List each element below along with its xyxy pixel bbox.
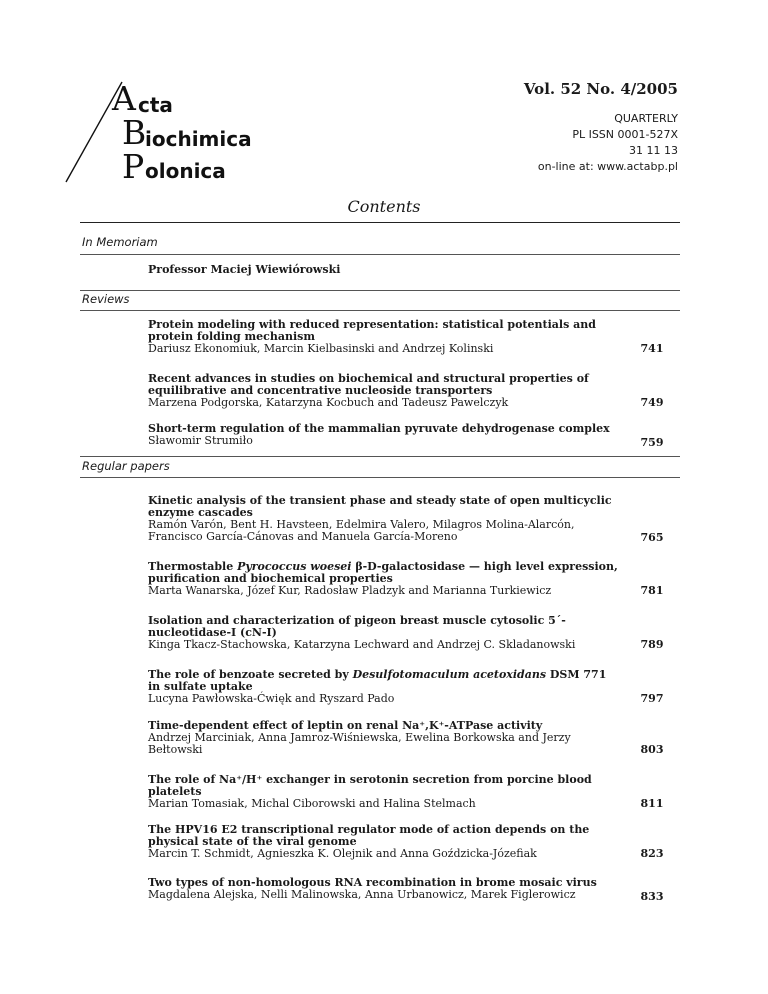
entry-title: Recent advances in studies on biochemical and structural properties of equilibrative and concentrative nucleoside transporters <box>148 372 589 397</box>
toc-entry[interactable] <box>148 561 618 597</box>
section-label-reviews: Reviews <box>82 292 130 306</box>
toc-entry[interactable] <box>148 373 618 409</box>
entry-authors: Kinga Tkacz-Stachowska, Katarzyna Lechward and Andrzej C. Skladanowski <box>148 638 576 651</box>
entry-authors: Lucyna Pawłowska-Ćwięk and Ryszard Pado <box>148 692 395 705</box>
entry-authors: Ramón Varón, Bent H. Havsteen, Edelmira Valero, Milagros Molina-Alarcón, Francisco García-Cánovas and Manuela García-Moreno <box>148 518 575 543</box>
entry-title: Time-dependent effect of leptin on renal Na⁺,K⁺-ATPase activity <box>148 719 543 732</box>
entry-page-number: 781 <box>640 584 664 597</box>
entry-title: Short-term regulation of the mammalian pyruvate dehydrogenase complex <box>148 422 610 435</box>
online-url: on-line at: www.actabp.pl <box>537 160 678 173</box>
logo-letter-a: A <box>112 79 136 118</box>
entry-title: Professor Maciej Wiewiórowski <box>148 263 341 276</box>
logo-word-olonica: olonica <box>145 159 226 183</box>
entry-title: Protein modeling with reduced representation: statistical potentials and protein folding mechanism <box>148 318 596 343</box>
toc-entry[interactable] <box>148 615 618 651</box>
entry-authors: Magdalena Alejska, Nelli Malinowska, Anna Urbanowicz, Marek Figlerowicz <box>148 888 576 901</box>
entry-page-number: 833 <box>640 890 664 903</box>
toc-entry[interactable] <box>148 824 618 860</box>
toc-entry[interactable] <box>148 877 618 901</box>
entry-authors: Andrzej Marciniak, Anna Jamroz-Wiśniewska, Ewelina Borkowska and Jerzy Bełtowski <box>148 731 571 756</box>
rule-reviews <box>80 310 680 311</box>
rule-reviews-top <box>80 290 680 291</box>
entry-title: The role of benzoate secreted by Desulfotomaculum acetoxidans DSM 771 in sulfate uptake <box>148 668 607 693</box>
logo-word-cta: cta <box>138 93 173 117</box>
toc-entry[interactable] <box>148 669 618 705</box>
entry-page-number: 789 <box>640 638 664 651</box>
section-label-regular: Regular papers <box>82 459 170 473</box>
entry-page-number: 741 <box>640 342 664 355</box>
entry-authors: Marta Wanarska, Józef Kur, Radosław Pladzyk and Marianna Turkiewicz <box>148 584 552 597</box>
species-name: Desulfotomaculum acetoxidans <box>352 668 547 681</box>
toc-entry[interactable] <box>148 774 618 810</box>
species-name: Pyrococcus woesei <box>237 560 352 573</box>
entry-authors: Marian Tomasiak, Michal Ciborowski and Halina Stelmach <box>148 797 476 810</box>
entry-page-number: 759 <box>640 436 664 449</box>
toc-entry[interactable] <box>148 319 618 355</box>
entry-page-number: 823 <box>640 847 664 860</box>
entry-title: Isolation and characterization of pigeon breast muscle cytosolic 5´-nucleotidase-I (cN-I) <box>148 614 566 639</box>
entry-title: Kinetic analysis of the transient phase and steady state of open multicyclic enzyme cascades <box>148 494 612 519</box>
entry-authors: Marzena Podgorska, Katarzyna Kocbuch and Tadeusz Pawelczyk <box>148 396 509 409</box>
entry-page-number: 765 <box>640 531 664 544</box>
entry-page-number: 811 <box>640 797 664 810</box>
frequency: QUARTERLY <box>614 112 678 125</box>
entry-page-number: 803 <box>640 743 664 756</box>
journal-logo <box>62 80 282 185</box>
entry-page-number: 749 <box>640 396 664 409</box>
logo-letter-b: B <box>122 113 147 152</box>
logo-letter-p: P <box>122 147 145 186</box>
entry-title: Two types of non-homologous RNA recombination in brome mosaic virus <box>148 876 597 889</box>
rule-regular <box>80 477 680 478</box>
section-label-memoriam: In Memoriam <box>82 235 158 249</box>
toc-entry[interactable] <box>148 423 618 447</box>
entry-authors: Dariusz Ekonomiuk, Marcin Kielbasinski and Andrzej Kolinski <box>148 342 494 355</box>
logo-word-iochimica: iochimica <box>145 127 252 151</box>
entry-authors: Marcin T. Schmidt, Agnieszka K. Olejnik and Anna Goździcka-Józefiak <box>148 847 537 860</box>
journal-meta <box>538 111 678 175</box>
rule-regular-top <box>80 456 680 457</box>
entry-title: The role of Na⁺/H⁺ exchanger in serotonin secretion from porcine blood platelets <box>148 773 592 798</box>
toc-entry[interactable] <box>148 720 618 756</box>
volume-issue: Vol. 52 No. 4/2005 <box>523 80 678 98</box>
issn: PL ISSN 0001-527X <box>572 128 678 141</box>
entry-title: Thermostable Pyrococcus woesei β-D-galactosidase — high level expression, purification and biochemical properties <box>148 560 618 585</box>
toc-entry[interactable] <box>148 495 618 543</box>
rule-top <box>80 222 680 223</box>
entry-authors: Sławomir Strumiło <box>148 434 253 447</box>
contents-heading: Contents <box>347 197 421 216</box>
entry-title: The HPV16 E2 transcriptional regulator mode of action depends on the physical state of the viral genome <box>148 823 590 848</box>
rule-memoriam <box>80 254 680 255</box>
journal-code: 31 11 13 <box>629 144 678 157</box>
entry-page-number: 797 <box>640 692 664 705</box>
toc-entry <box>148 264 618 276</box>
